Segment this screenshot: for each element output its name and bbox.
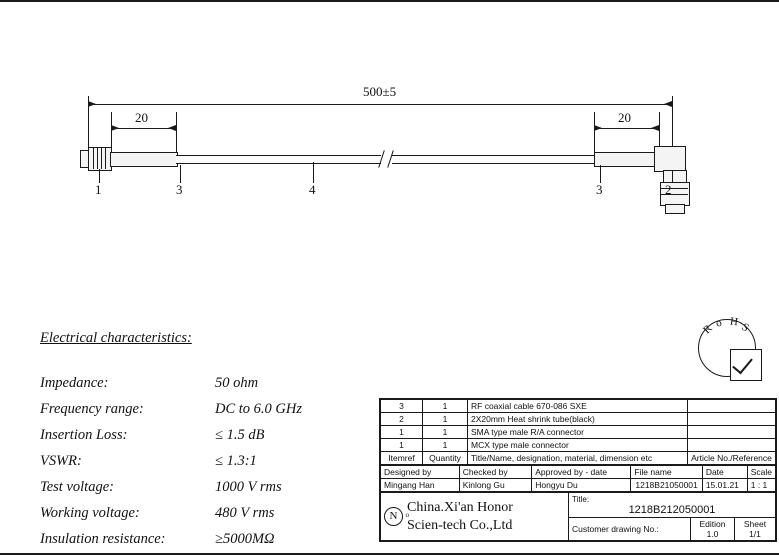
elec-value-test-voltage: 1000 V rms bbox=[215, 479, 282, 495]
sheet-value: 1/1 bbox=[749, 529, 761, 539]
left-heat-shrink-tube bbox=[110, 152, 178, 167]
bom-quantity: 1 bbox=[423, 400, 468, 413]
bom-title: SMA type male R/A connector bbox=[468, 426, 688, 439]
page-border-top bbox=[0, 0, 779, 2]
company-title-table bbox=[380, 492, 776, 541]
table-row bbox=[381, 400, 776, 413]
bom-article bbox=[688, 400, 776, 413]
electrical-characteristics-table bbox=[40, 375, 302, 555]
drawing-title-label: Title: bbox=[572, 494, 590, 504]
date-value: 15.01.21 bbox=[702, 479, 747, 492]
customer-drawing-no-label: Customer drawing No.: bbox=[572, 524, 659, 534]
bom-itemref: 1 bbox=[381, 439, 423, 452]
elec-row-vswr bbox=[40, 453, 302, 479]
edition-cell bbox=[691, 518, 735, 541]
item-number-2: 2 bbox=[665, 182, 672, 197]
edition-label: Edition bbox=[699, 519, 726, 529]
elec-value-vswr: ≤ 1.3:1 bbox=[215, 453, 257, 469]
left-connector-body bbox=[88, 147, 112, 171]
rohs-letter-h: H bbox=[729, 315, 740, 329]
logo-superscript: o bbox=[405, 511, 409, 519]
dim-line-overall bbox=[88, 104, 672, 105]
drawing-title-value: 1218B212050001 bbox=[628, 503, 716, 516]
bom-title: MCX type male connector bbox=[468, 439, 688, 452]
elec-key-frequency-range: Frequency range: bbox=[40, 401, 144, 417]
elec-key-test-voltage: Test voltage: bbox=[40, 479, 114, 495]
sheet-label: Sheet bbox=[743, 519, 767, 529]
dim-arrow-left-20-b bbox=[168, 125, 176, 131]
dim-label-left-20: 20 bbox=[135, 110, 148, 125]
dim-arrow-left-20-a bbox=[111, 125, 119, 131]
item-number-3-right: 3 bbox=[596, 182, 603, 197]
elec-row-test-voltage bbox=[40, 479, 302, 505]
bom-header-article: Article No./Reference bbox=[688, 452, 776, 465]
elec-key-working-voltage: Working voltage: bbox=[40, 505, 140, 521]
right-connector-elbow bbox=[654, 146, 686, 172]
bom-quantity: 1 bbox=[423, 426, 468, 439]
drawing-title-cell bbox=[569, 493, 776, 518]
bom-header-quantity: Quantity bbox=[423, 452, 468, 465]
left-connector-knurl-1 bbox=[93, 147, 94, 169]
approved-by-value: Hongyu Du bbox=[532, 479, 631, 492]
elec-row-working-voltage bbox=[40, 505, 302, 531]
file-name-label: File name bbox=[631, 466, 703, 479]
right-heat-shrink-tube bbox=[594, 152, 656, 167]
honor-logo-icon bbox=[384, 507, 409, 526]
dim-line-left-20 bbox=[111, 128, 176, 129]
elec-value-impedance: 50 ohm bbox=[215, 375, 259, 391]
cable-segment-left bbox=[176, 155, 381, 164]
signature-table bbox=[380, 465, 776, 492]
left-connector-knurl-4 bbox=[105, 147, 106, 169]
bom-article bbox=[688, 426, 776, 439]
leader-item-1 bbox=[99, 169, 100, 183]
company-cell bbox=[381, 493, 569, 541]
electrical-characteristics-title: Electrical characteristics: bbox=[40, 330, 192, 346]
table-row bbox=[381, 426, 776, 439]
approved-by-label: Approved by - date bbox=[532, 466, 631, 479]
table-row bbox=[381, 413, 776, 426]
left-connector-knurl-2 bbox=[97, 147, 98, 169]
scale-value: 1 : 1 bbox=[747, 479, 775, 492]
item-number-1: 1 bbox=[95, 182, 102, 197]
dim-line-right-20 bbox=[594, 128, 659, 129]
bom-header-title: Title/Name, designation, material, dimension etc bbox=[468, 452, 688, 465]
company-name bbox=[407, 499, 513, 534]
rohs-stamp-icon bbox=[694, 315, 766, 387]
leader-item-2 bbox=[672, 170, 673, 183]
dim-arrow-right-20-a bbox=[594, 125, 602, 131]
title-block bbox=[379, 398, 777, 542]
designed-by-label: Designed by bbox=[381, 466, 460, 479]
elec-row-insulation-resistance bbox=[40, 531, 302, 555]
bom-article bbox=[688, 413, 776, 426]
elec-key-impedance: Impedance: bbox=[40, 375, 109, 391]
leader-item-3-right bbox=[600, 165, 601, 183]
edition-value: 1.0 bbox=[706, 529, 719, 539]
item-number-4: 4 bbox=[309, 182, 316, 197]
rohs-letter-s: S bbox=[739, 321, 752, 335]
company-name-line1: China.Xi'an Honor bbox=[407, 500, 513, 515]
elec-value-insulation-resistance: ≥5000MΩ bbox=[215, 531, 275, 547]
rohs-letter-o: o bbox=[713, 316, 725, 330]
elec-key-insertion-loss: Insertion Loss: bbox=[40, 427, 128, 443]
rohs-checkmark-icon bbox=[730, 349, 762, 381]
bom-itemref: 3 bbox=[381, 400, 423, 413]
company-name-line2: Scien-tech Co.,Ltd bbox=[407, 517, 513, 533]
bom-title: RF coaxial cable 670-086 SXE bbox=[468, 400, 688, 413]
dim-arrow-overall-left bbox=[88, 101, 96, 107]
dim-arrow-overall-right bbox=[664, 101, 672, 107]
elec-key-insulation-resistance: Insulation resistance: bbox=[40, 531, 166, 547]
bom-header-row bbox=[381, 452, 776, 465]
bom-itemref: 1 bbox=[381, 426, 423, 439]
checked-by-label: Checked by bbox=[459, 466, 532, 479]
bom-title: 2X20mm Heat shrink tube(black) bbox=[468, 413, 688, 426]
bom-quantity: 1 bbox=[423, 413, 468, 426]
leader-item-3-left bbox=[180, 165, 181, 183]
signature-value-row bbox=[381, 479, 776, 492]
elec-value-working-voltage: 480 V rms bbox=[215, 505, 275, 521]
elec-key-vswr: VSWR: bbox=[40, 453, 82, 469]
sheet-cell bbox=[735, 518, 776, 541]
customer-drawing-no-cell bbox=[569, 518, 691, 541]
dim-arrow-right-20-b bbox=[651, 125, 659, 131]
elec-value-insertion-loss: ≤ 1.5 dB bbox=[215, 427, 265, 443]
table-row bbox=[381, 439, 776, 452]
elec-row-impedance bbox=[40, 375, 302, 401]
scale-label: Scale bbox=[747, 466, 775, 479]
bom-article bbox=[688, 439, 776, 452]
date-label: Date bbox=[702, 466, 747, 479]
signature-header-row bbox=[381, 466, 776, 479]
designed-by-value: Mingang Han bbox=[381, 479, 460, 492]
left-connector-knurl-3 bbox=[101, 147, 102, 169]
item-number-3-left: 3 bbox=[176, 182, 183, 197]
bom-itemref: 2 bbox=[381, 413, 423, 426]
dim-label-right-20: 20 bbox=[618, 110, 631, 125]
dim-label-overall: 500±5 bbox=[363, 84, 397, 99]
leader-item-4 bbox=[313, 162, 314, 183]
bom-quantity: 1 bbox=[423, 439, 468, 452]
elec-value-frequency-range: DC to 6.0 GHz bbox=[215, 401, 303, 417]
right-connector-end bbox=[665, 204, 685, 214]
elec-row-frequency-range bbox=[40, 401, 302, 427]
company-title-row bbox=[381, 493, 776, 518]
file-name-value: 1218B21050001 bbox=[631, 479, 703, 492]
bom-header-itemref: Itemref bbox=[381, 452, 423, 465]
elec-row-insertion-loss bbox=[40, 427, 302, 453]
logo-letter: N bbox=[389, 510, 398, 522]
bom-table bbox=[380, 399, 776, 465]
rohs-letter-r: R bbox=[700, 321, 716, 337]
checked-by-value: Kinlong Gu bbox=[459, 479, 532, 492]
cable-segment-right bbox=[392, 155, 594, 164]
